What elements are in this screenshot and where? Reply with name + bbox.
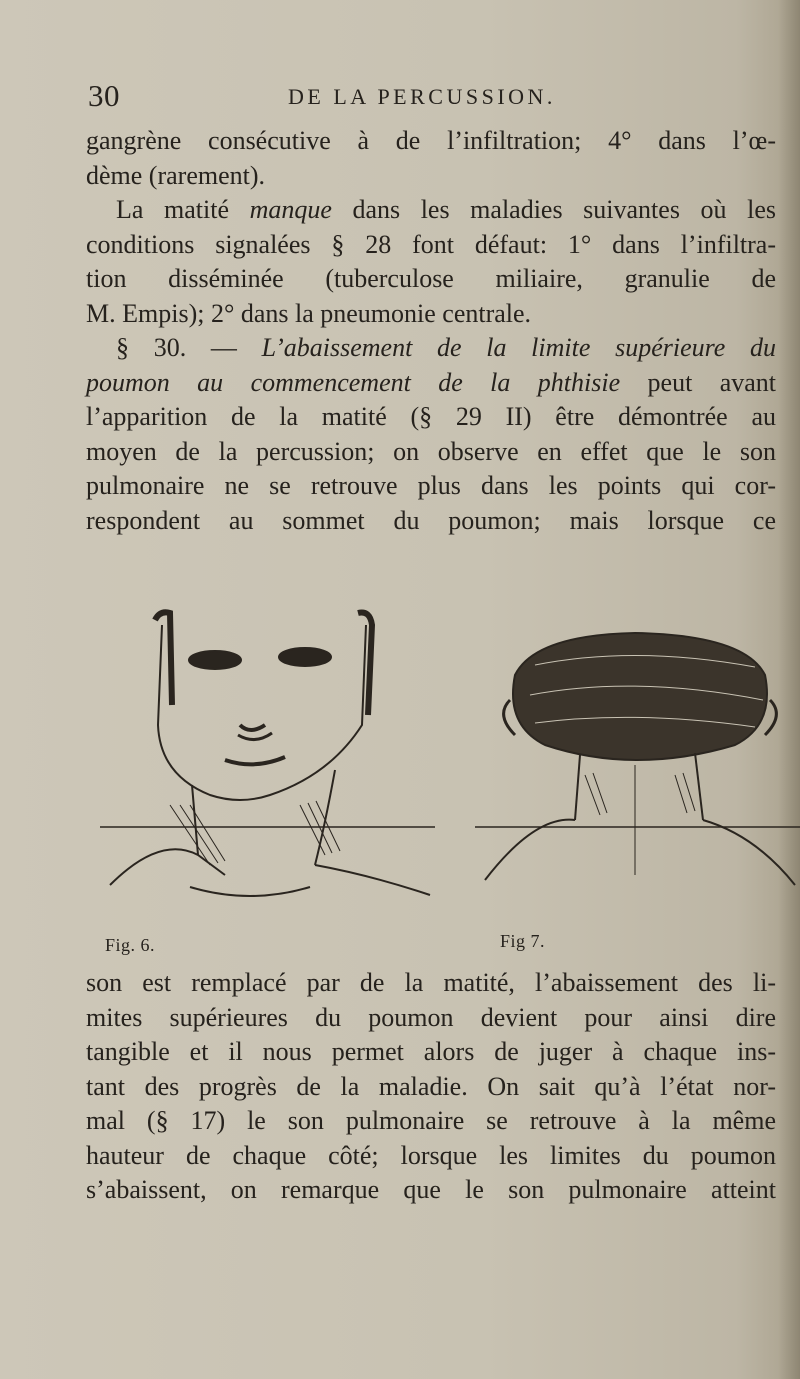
figure-7-illustration <box>475 605 800 905</box>
running-head: DE LA PERCUSSION. <box>288 84 556 109</box>
text-line: respondent au sommet du poumon; mais lorsque ce <box>86 505 776 535</box>
text-block-top <box>86 124 776 538</box>
figures-area <box>100 605 800 945</box>
text-line: hauteur de chaque côté; lorsque les limites du poumon <box>86 1140 776 1170</box>
page-header <box>88 78 728 118</box>
text-line: tion disséminée (tuberculose miliaire, granulie de <box>86 264 776 293</box>
text-line: conditions signalées § 28 font défaut: 1° dans l’infiltra- <box>86 229 776 259</box>
text-line: moyen de la percussion; on observe en effet que le son <box>86 436 776 466</box>
figure-6-illustration <box>100 605 435 905</box>
text-line: mal (§ 17) le son pulmonaire se retrouve à la même <box>86 1106 776 1135</box>
text-line: M. Empis); 2° dans la pneumonie centrale. <box>86 298 532 328</box>
text-line: tangible et il nous permet alors de juger à chaque ins- <box>86 1037 776 1066</box>
figure-7-caption: Fig 7. <box>500 931 546 951</box>
text-line: § 30. — L’abaissement de la limite supérieure du <box>116 333 777 362</box>
text-line: dème (rarement). <box>86 160 266 190</box>
text-line: son est remplacé par de la matité, l’abaissement des li- <box>86 968 776 997</box>
italic-phrase: L’abaissement de la limite supérieure du <box>261 333 777 362</box>
text-line: La matité manque dans les maladies suivantes où les <box>116 195 776 224</box>
text-line: pulmonaire ne se retrouve plus dans les points qui cor- <box>86 471 776 500</box>
text-line: mites supérieures du poumon devient pour ainsi dire <box>86 1002 776 1032</box>
text-line: l’apparition de la matité (§ 29 II) être démontrée au <box>86 402 776 431</box>
text-block-bottom <box>86 966 776 1208</box>
text-line: poumon au commencement de la phthisie peut avant <box>86 367 776 397</box>
text-line: s’abaissent, on remarque que le son pulmonaire atteint <box>86 1175 776 1204</box>
italic-phrase: manque <box>249 195 332 224</box>
text-line: tant des progrès de la maladie. On sait qu’à l’état nor- <box>86 1071 776 1101</box>
italic-phrase: poumon au commencement de la phthisie <box>86 367 621 397</box>
text-line: gangrène consécutive à de l’infiltration; 4° dans l’œ- <box>86 126 776 155</box>
page-number: 30 <box>88 78 120 113</box>
figure-6-caption: Fig. 6. <box>105 935 156 955</box>
